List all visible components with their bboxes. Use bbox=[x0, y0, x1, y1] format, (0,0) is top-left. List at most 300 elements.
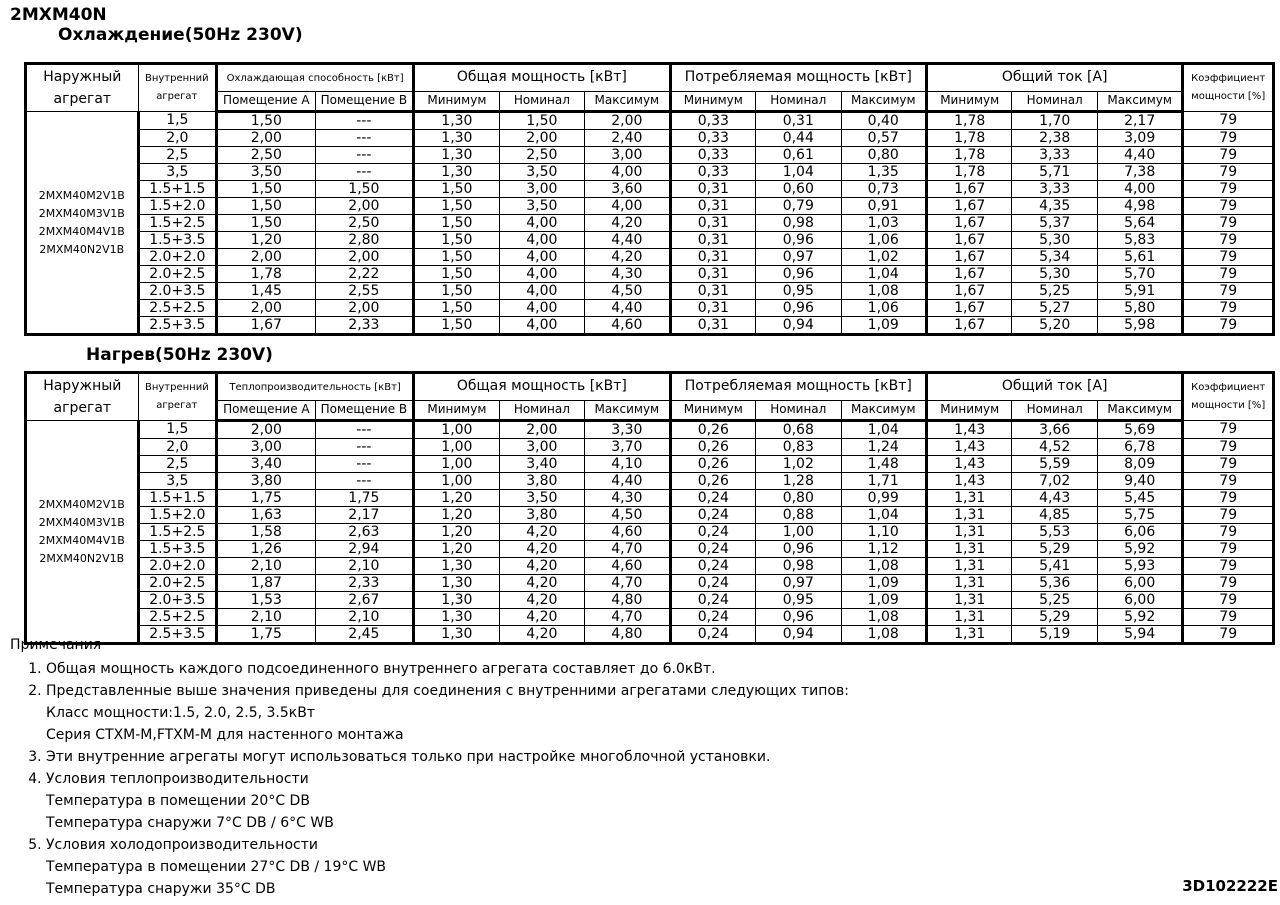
total-current-min-cell: 1,67 bbox=[926, 300, 1011, 317]
cooling-title: Охлаждение(50Hz 230V) bbox=[58, 25, 303, 45]
max-header: Максимум bbox=[841, 92, 926, 112]
room-b-capacity-cell: 2,10 bbox=[315, 609, 414, 626]
power-factor-cell: 79 bbox=[1183, 317, 1274, 335]
indoor-unit-cell: 2.0+3.5 bbox=[138, 283, 216, 300]
total-power-min-cell: 1,30 bbox=[414, 164, 499, 181]
note-text: Общая мощность каждого подсоединенного внутреннего агрегата составляет до 6.0кВт. bbox=[46, 661, 716, 677]
total-current-nom-cell: 5,37 bbox=[1012, 215, 1097, 232]
power-factor-cell: 79 bbox=[1183, 609, 1274, 626]
total-current-min-cell: 1,78 bbox=[926, 147, 1011, 164]
notes-list bbox=[10, 658, 849, 900]
total-power-min-cell: 1,20 bbox=[414, 541, 499, 558]
total-power-min-cell: 1,00 bbox=[414, 421, 499, 439]
total-current-max-cell: 2,17 bbox=[1097, 112, 1182, 130]
consumed-power-max-cell: 1,04 bbox=[841, 507, 926, 524]
total-power-max-cell: 2,00 bbox=[585, 112, 670, 130]
total-current-min-cell: 1,78 bbox=[926, 112, 1011, 130]
room-a-capacity-cell: 1,75 bbox=[217, 626, 316, 644]
total-power-max-cell: 4,00 bbox=[585, 164, 670, 181]
table-row bbox=[26, 232, 1274, 249]
room-a-capacity-cell: 2,00 bbox=[217, 421, 316, 439]
note-text: Представленные выше значения приведены для соединения с внутренними агрегатами следующих типов: bbox=[46, 683, 849, 699]
consumed-power-nom-cell: 1,00 bbox=[756, 524, 841, 541]
consumed-power-min-cell: 0,31 bbox=[670, 300, 755, 317]
total-power-nom-cell: 3,80 bbox=[499, 507, 584, 524]
table-row bbox=[26, 558, 1274, 575]
indoor-unit-cell: 2.0+2.0 bbox=[138, 249, 216, 266]
consumed-power-min-cell: 0,24 bbox=[670, 575, 755, 592]
room-b-capacity-cell: --- bbox=[315, 421, 414, 439]
total-current-max-cell: 6,78 bbox=[1097, 439, 1182, 456]
room-a-capacity-cell: 2,00 bbox=[217, 249, 316, 266]
consumed-power-max-cell: 1,03 bbox=[841, 215, 926, 232]
consumed-power-max-cell: 1,08 bbox=[841, 283, 926, 300]
note-item bbox=[46, 834, 849, 900]
table-row bbox=[26, 421, 1274, 439]
total-power-min-cell: 1,00 bbox=[414, 456, 499, 473]
power-factor-cell: 79 bbox=[1183, 215, 1274, 232]
total-power-nom-cell: 3,80 bbox=[499, 473, 584, 490]
room-a-capacity-cell: 3,00 bbox=[217, 439, 316, 456]
total-current-nom-cell: 3,33 bbox=[1012, 181, 1097, 198]
consumed-power-nom-cell: 0,95 bbox=[756, 283, 841, 300]
table-row bbox=[26, 592, 1274, 609]
indoor-unit-cell: 2.5+2.5 bbox=[138, 609, 216, 626]
table-row bbox=[26, 249, 1274, 266]
power-factor-cell: 79 bbox=[1183, 112, 1274, 130]
consumed-power-nom-cell: 0,83 bbox=[756, 439, 841, 456]
total-current-nom-cell: 5,53 bbox=[1012, 524, 1097, 541]
total-current-min-cell: 1,31 bbox=[926, 609, 1011, 626]
total-power-max-cell: 4,40 bbox=[585, 300, 670, 317]
total-power-min-cell: 1,30 bbox=[414, 575, 499, 592]
table-row bbox=[26, 198, 1274, 215]
total-current-nom-cell: 4,52 bbox=[1012, 439, 1097, 456]
table-row bbox=[26, 130, 1274, 147]
consumed-power-min-cell: 0,24 bbox=[670, 541, 755, 558]
total-power-nom-cell: 4,20 bbox=[499, 524, 584, 541]
total-current-max-cell: 5,70 bbox=[1097, 266, 1182, 283]
total-current-nom-cell: 4,35 bbox=[1012, 198, 1097, 215]
table-row bbox=[26, 473, 1274, 490]
total-current-max-cell: 5,93 bbox=[1097, 558, 1182, 575]
total-current-min-cell: 1,67 bbox=[926, 283, 1011, 300]
total-power-max-cell: 4,60 bbox=[585, 317, 670, 335]
total-power-nom-cell: 1,50 bbox=[499, 112, 584, 130]
consumed-power-max-cell: 0,40 bbox=[841, 112, 926, 130]
total-power-max-cell: 4,70 bbox=[585, 575, 670, 592]
room-a-capacity-cell: 1,50 bbox=[217, 112, 316, 130]
indoor-unit-cell: 2,5 bbox=[138, 456, 216, 473]
consumed-power-max-cell: 1,08 bbox=[841, 626, 926, 644]
consumed-power-nom-cell: 1,04 bbox=[756, 164, 841, 181]
room-a-capacity-cell: 1,58 bbox=[217, 524, 316, 541]
room-b-capacity-cell: 2,22 bbox=[315, 266, 414, 283]
total-power-nom-cell: 4,20 bbox=[499, 575, 584, 592]
total-current-nom-cell: 5,71 bbox=[1012, 164, 1097, 181]
power-factor-cell: 79 bbox=[1183, 456, 1274, 473]
total-power-max-cell: 4,20 bbox=[585, 215, 670, 232]
consumed-power-max-cell: 1,10 bbox=[841, 524, 926, 541]
total-power-min-cell: 1,50 bbox=[414, 300, 499, 317]
total-current-nom-cell: 5,30 bbox=[1012, 232, 1097, 249]
indoor-unit-cell: 2.5+2.5 bbox=[138, 300, 216, 317]
consumed-power-nom-cell: 0,94 bbox=[756, 317, 841, 335]
consumed-power-nom-cell: 0,96 bbox=[756, 266, 841, 283]
room-a-capacity-cell: 1,67 bbox=[217, 317, 316, 335]
nom-header: Номинал bbox=[1012, 401, 1097, 421]
consumed-power-min-cell: 0,33 bbox=[670, 112, 755, 130]
total-power-nom-cell: 4,00 bbox=[499, 232, 584, 249]
consumed-power-max-cell: 1,35 bbox=[841, 164, 926, 181]
total-power-nom-cell: 2,00 bbox=[499, 130, 584, 147]
total-power-min-cell: 1,30 bbox=[414, 558, 499, 575]
table-row bbox=[26, 300, 1274, 317]
total-current-nom-cell: 5,29 bbox=[1012, 541, 1097, 558]
total-current-min-cell: 1,31 bbox=[926, 592, 1011, 609]
consumed-power-max-cell: 1,08 bbox=[841, 558, 926, 575]
power-factor-cell: 79 bbox=[1183, 575, 1274, 592]
outdoor-models: 2MXM40M2V1B 2MXM40M3V1B 2MXM40M4V1B 2MXM40N2V1B bbox=[26, 112, 139, 335]
consumed-power-max-cell: 1,09 bbox=[841, 592, 926, 609]
room-b-capacity-cell: 2,00 bbox=[315, 249, 414, 266]
room-b-capacity-cell: 2,50 bbox=[315, 215, 414, 232]
consumed-power-nom-cell: 0,98 bbox=[756, 558, 841, 575]
min-header: Минимум bbox=[926, 92, 1011, 112]
table-row bbox=[26, 439, 1274, 456]
room-a-capacity-cell: 1,53 bbox=[217, 592, 316, 609]
note-subtext: Температура в помещении 27°C DB / 19°C WB bbox=[46, 859, 387, 875]
total-power-nom-cell: 4,00 bbox=[499, 300, 584, 317]
total-current-nom-cell: 5,25 bbox=[1012, 283, 1097, 300]
consumed-power-nom-cell: 0,31 bbox=[756, 112, 841, 130]
consumed-power-min-cell: 0,31 bbox=[670, 317, 755, 335]
consumed-power-max-cell: 0,99 bbox=[841, 490, 926, 507]
power-factor-cell: 79 bbox=[1183, 558, 1274, 575]
room-a-capacity-cell: 1,50 bbox=[217, 215, 316, 232]
room-b-capacity-cell: 2,80 bbox=[315, 232, 414, 249]
room-b-capacity-cell: 2,00 bbox=[315, 300, 414, 317]
total-current-max-cell: 9,40 bbox=[1097, 473, 1182, 490]
room-a-header: Помещение A bbox=[217, 92, 316, 112]
room-b-capacity-cell: 2,10 bbox=[315, 558, 414, 575]
total-current-min-cell: 1,31 bbox=[926, 490, 1011, 507]
power-factor-cell: 79 bbox=[1183, 147, 1274, 164]
room-b-capacity-cell: --- bbox=[315, 439, 414, 456]
table-row bbox=[26, 147, 1274, 164]
note-text: Эти внутренние агрегаты могут использоваться только при настройке многоблочной установки. bbox=[46, 749, 771, 765]
consumed-power-max-cell: 0,80 bbox=[841, 147, 926, 164]
capacity-header: Теплопроизводительность [кВт] bbox=[217, 373, 414, 401]
total-power-nom-cell: 4,00 bbox=[499, 283, 584, 300]
table-row bbox=[26, 575, 1274, 592]
consumed-power-nom-cell: 0,44 bbox=[756, 130, 841, 147]
note-item bbox=[46, 768, 849, 834]
total-current-min-cell: 1,67 bbox=[926, 215, 1011, 232]
consumed-power-min-cell: 0,24 bbox=[670, 507, 755, 524]
note-subtext: Температура снаружи 35°C DB bbox=[46, 881, 276, 897]
consumed-power-nom-cell: 0,96 bbox=[756, 609, 841, 626]
table-row bbox=[26, 609, 1274, 626]
consumed-power-min-cell: 0,33 bbox=[670, 147, 755, 164]
total-power-max-cell: 4,10 bbox=[585, 456, 670, 473]
power-factor-cell: 79 bbox=[1183, 130, 1274, 147]
room-b-capacity-cell: 2,45 bbox=[315, 626, 414, 644]
total-power-nom-cell: 4,20 bbox=[499, 592, 584, 609]
consumed-power-nom-cell: 0,79 bbox=[756, 198, 841, 215]
room-b-capacity-cell: 1,75 bbox=[315, 490, 414, 507]
total-power-nom-cell: 4,20 bbox=[499, 609, 584, 626]
consumed-power-min-cell: 0,24 bbox=[670, 609, 755, 626]
total-power-nom-cell: 2,50 bbox=[499, 147, 584, 164]
consumed-power-min-cell: 0,31 bbox=[670, 198, 755, 215]
total-current-max-cell: 5,80 bbox=[1097, 300, 1182, 317]
total-power-min-cell: 1,20 bbox=[414, 490, 499, 507]
consumed-power-nom-cell: 1,28 bbox=[756, 473, 841, 490]
room-b-capacity-cell: 2,63 bbox=[315, 524, 414, 541]
consumed-power-min-cell: 0,31 bbox=[670, 215, 755, 232]
total-power-nom-cell: 2,00 bbox=[499, 421, 584, 439]
total-current-max-cell: 5,69 bbox=[1097, 421, 1182, 439]
total-current-max-cell: 5,75 bbox=[1097, 507, 1182, 524]
room-a-capacity-cell: 2,50 bbox=[217, 147, 316, 164]
total-current-nom-cell: 2,38 bbox=[1012, 130, 1097, 147]
total-current-max-cell: 3,09 bbox=[1097, 130, 1182, 147]
indoor-unit-cell: 1.5+1.5 bbox=[138, 490, 216, 507]
total-power-max-cell: 3,00 bbox=[585, 147, 670, 164]
total-current-min-cell: 1,43 bbox=[926, 473, 1011, 490]
consumed-power-max-cell: 1,08 bbox=[841, 609, 926, 626]
consumed-power-max-cell: 1,09 bbox=[841, 575, 926, 592]
total-power-min-cell: 1,30 bbox=[414, 130, 499, 147]
total-power-min-cell: 1,50 bbox=[414, 198, 499, 215]
total-current-nom-cell: 5,29 bbox=[1012, 609, 1097, 626]
total-power-min-cell: 1,30 bbox=[414, 626, 499, 644]
cooling-table bbox=[24, 62, 1275, 336]
total-current-min-cell: 1,43 bbox=[926, 421, 1011, 439]
consumed-power-nom-cell: 0,60 bbox=[756, 181, 841, 198]
consumed-power-min-cell: 0,24 bbox=[670, 592, 755, 609]
total-current-max-cell: 5,83 bbox=[1097, 232, 1182, 249]
total-power-max-cell: 4,50 bbox=[585, 283, 670, 300]
consumed-power-max-cell: 0,73 bbox=[841, 181, 926, 198]
total-current-nom-cell: 5,25 bbox=[1012, 592, 1097, 609]
total-power-max-cell: 4,60 bbox=[585, 524, 670, 541]
consumed-power-max-cell: 1,09 bbox=[841, 317, 926, 335]
total-current-nom-cell: 7,02 bbox=[1012, 473, 1097, 490]
total-power-nom-cell: 4,00 bbox=[499, 215, 584, 232]
total-current-nom-cell: 5,41 bbox=[1012, 558, 1097, 575]
note-item bbox=[46, 746, 849, 768]
room-a-capacity-cell: 1,50 bbox=[217, 198, 316, 215]
nom-header: Номинал bbox=[499, 92, 584, 112]
total-current-header: Общий ток [A] bbox=[926, 64, 1182, 92]
total-power-max-cell: 4,70 bbox=[585, 541, 670, 558]
table-row bbox=[26, 266, 1274, 283]
indoor-unit-cell: 2,0 bbox=[138, 130, 216, 147]
power-factor-cell: 79 bbox=[1183, 421, 1274, 439]
total-power-min-cell: 1,50 bbox=[414, 249, 499, 266]
power-factor-cell: 79 bbox=[1183, 283, 1274, 300]
note-subtext: Класс мощности:1.5, 2.0, 2.5, 3.5кВт bbox=[46, 705, 315, 721]
total-power-min-cell: 1,50 bbox=[414, 181, 499, 198]
consumed-power-min-cell: 0,33 bbox=[670, 130, 755, 147]
total-current-max-cell: 5,64 bbox=[1097, 215, 1182, 232]
indoor-unit-cell: 2.0+2.5 bbox=[138, 575, 216, 592]
indoor-unit-cell: 2.0+2.5 bbox=[138, 266, 216, 283]
room-b-capacity-cell: 2,94 bbox=[315, 541, 414, 558]
min-header: Минимум bbox=[670, 401, 755, 421]
consumed-power-nom-cell: 0,98 bbox=[756, 215, 841, 232]
total-current-max-cell: 5,92 bbox=[1097, 609, 1182, 626]
power-factor-cell: 79 bbox=[1183, 626, 1274, 644]
total-power-nom-cell: 3,50 bbox=[499, 164, 584, 181]
total-power-min-cell: 1,30 bbox=[414, 592, 499, 609]
room-b-capacity-cell: --- bbox=[315, 147, 414, 164]
total-current-max-cell: 6,06 bbox=[1097, 524, 1182, 541]
indoor-unit-cell: 2.5+3.5 bbox=[138, 626, 216, 644]
power-factor-cell: 79 bbox=[1183, 507, 1274, 524]
power-factor-cell: 79 bbox=[1183, 541, 1274, 558]
heating-title: Нагрев(50Hz 230V) bbox=[86, 345, 273, 365]
indoor-unit-cell: 1.5+3.5 bbox=[138, 541, 216, 558]
total-power-max-cell: 4,40 bbox=[585, 473, 670, 490]
indoor-unit-header: Внутренний агрегат bbox=[138, 373, 216, 421]
total-power-nom-cell: 4,20 bbox=[499, 541, 584, 558]
total-power-nom-cell: 3,00 bbox=[499, 181, 584, 198]
total-current-nom-cell: 5,34 bbox=[1012, 249, 1097, 266]
consumed-power-nom-cell: 0,97 bbox=[756, 249, 841, 266]
total-power-nom-cell: 3,50 bbox=[499, 198, 584, 215]
consumed-power-min-cell: 0,31 bbox=[670, 283, 755, 300]
room-a-capacity-cell: 3,80 bbox=[217, 473, 316, 490]
power-factor-cell: 79 bbox=[1183, 439, 1274, 456]
total-power-min-cell: 1,50 bbox=[414, 232, 499, 249]
room-b-capacity-cell: --- bbox=[315, 130, 414, 147]
total-current-max-cell: 5,61 bbox=[1097, 249, 1182, 266]
indoor-unit-cell: 2.0+2.0 bbox=[138, 558, 216, 575]
total-power-min-cell: 1,20 bbox=[414, 507, 499, 524]
note-text: Условия холодопроизводительности bbox=[46, 837, 318, 853]
total-current-min-cell: 1,67 bbox=[926, 249, 1011, 266]
total-current-min-cell: 1,67 bbox=[926, 266, 1011, 283]
power-factor-header: Коэффициент мощности [%] bbox=[1183, 64, 1274, 112]
total-power-min-cell: 1,00 bbox=[414, 473, 499, 490]
nom-header: Номинал bbox=[756, 401, 841, 421]
outdoor-models: 2MXM40M2V1B 2MXM40M3V1B 2MXM40M4V1B 2MXM40N2V1B bbox=[26, 421, 139, 644]
room-b-capacity-cell: 2,55 bbox=[315, 283, 414, 300]
total-current-nom-cell: 4,43 bbox=[1012, 490, 1097, 507]
power-factor-cell: 79 bbox=[1183, 490, 1274, 507]
total-current-min-cell: 1,67 bbox=[926, 232, 1011, 249]
consumed-power-max-cell: 1,71 bbox=[841, 473, 926, 490]
total-power-nom-cell: 4,00 bbox=[499, 249, 584, 266]
note-subtext: Температура в помещении 20°C DB bbox=[46, 793, 310, 809]
room-b-capacity-cell: --- bbox=[315, 456, 414, 473]
nom-header: Номинал bbox=[1012, 92, 1097, 112]
capacity-header: Охлаждающая способность [кВт] bbox=[217, 64, 414, 92]
total-power-min-cell: 1,50 bbox=[414, 266, 499, 283]
total-current-min-cell: 1,31 bbox=[926, 626, 1011, 644]
room-a-capacity-cell: 1,50 bbox=[217, 181, 316, 198]
consumed-power-min-cell: 0,31 bbox=[670, 249, 755, 266]
room-b-capacity-cell: 1,50 bbox=[315, 181, 414, 198]
consumed-power-header: Потребляемая мощность [кВт] bbox=[670, 64, 926, 92]
total-current-min-cell: 1,31 bbox=[926, 575, 1011, 592]
consumed-power-header: Потребляемая мощность [кВт] bbox=[670, 373, 926, 401]
total-power-nom-cell: 4,20 bbox=[499, 558, 584, 575]
total-power-nom-cell: 3,00 bbox=[499, 439, 584, 456]
total-current-min-cell: 1,43 bbox=[926, 456, 1011, 473]
table-row bbox=[26, 490, 1274, 507]
table-row bbox=[26, 524, 1274, 541]
room-a-capacity-cell: 1,75 bbox=[217, 490, 316, 507]
room-b-capacity-cell: 2,33 bbox=[315, 575, 414, 592]
total-power-nom-cell: 4,00 bbox=[499, 266, 584, 283]
notes bbox=[10, 637, 849, 900]
total-current-max-cell: 5,92 bbox=[1097, 541, 1182, 558]
room-b-capacity-cell: 2,17 bbox=[315, 507, 414, 524]
total-power-min-cell: 1,30 bbox=[414, 112, 499, 130]
table-row bbox=[26, 507, 1274, 524]
consumed-power-max-cell: 1,06 bbox=[841, 300, 926, 317]
indoor-unit-cell: 1.5+1.5 bbox=[138, 181, 216, 198]
consumed-power-max-cell: 1,12 bbox=[841, 541, 926, 558]
consumed-power-nom-cell: 0,95 bbox=[756, 592, 841, 609]
power-factor-cell: 79 bbox=[1183, 249, 1274, 266]
consumed-power-max-cell: 0,57 bbox=[841, 130, 926, 147]
total-current-nom-cell: 5,20 bbox=[1012, 317, 1097, 335]
room-b-capacity-cell: 2,67 bbox=[315, 592, 414, 609]
total-current-max-cell: 5,91 bbox=[1097, 283, 1182, 300]
consumed-power-max-cell: 1,04 bbox=[841, 266, 926, 283]
total-current-nom-cell: 3,66 bbox=[1012, 421, 1097, 439]
table-row bbox=[26, 215, 1274, 232]
consumed-power-nom-cell: 0,96 bbox=[756, 541, 841, 558]
total-power-min-cell: 1,20 bbox=[414, 524, 499, 541]
max-header: Максимум bbox=[1097, 401, 1182, 421]
consumed-power-nom-cell: 0,88 bbox=[756, 507, 841, 524]
total-power-max-cell: 4,50 bbox=[585, 507, 670, 524]
total-current-max-cell: 4,00 bbox=[1097, 181, 1182, 198]
total-current-max-cell: 5,45 bbox=[1097, 490, 1182, 507]
total-current-nom-cell: 5,59 bbox=[1012, 456, 1097, 473]
room-a-capacity-cell: 1,78 bbox=[217, 266, 316, 283]
total-current-nom-cell: 5,36 bbox=[1012, 575, 1097, 592]
table-row bbox=[26, 164, 1274, 181]
room-a-capacity-cell: 2,00 bbox=[217, 300, 316, 317]
indoor-unit-cell: 1.5+2.0 bbox=[138, 507, 216, 524]
total-current-nom-cell: 3,33 bbox=[1012, 147, 1097, 164]
total-power-nom-cell: 4,20 bbox=[499, 626, 584, 644]
table-row bbox=[26, 112, 1274, 130]
total-power-nom-cell: 3,50 bbox=[499, 490, 584, 507]
power-factor-cell: 79 bbox=[1183, 524, 1274, 541]
total-power-max-cell: 3,30 bbox=[585, 421, 670, 439]
max-header: Максимум bbox=[1097, 92, 1182, 112]
total-power-max-cell: 2,40 bbox=[585, 130, 670, 147]
table-row bbox=[26, 181, 1274, 198]
power-factor-cell: 79 bbox=[1183, 473, 1274, 490]
note-item bbox=[46, 680, 849, 746]
outdoor-unit-header: Наружный агрегат bbox=[26, 373, 139, 421]
room-b-capacity-cell: 2,33 bbox=[315, 317, 414, 335]
power-factor-cell: 79 bbox=[1183, 232, 1274, 249]
total-current-min-cell: 1,31 bbox=[926, 558, 1011, 575]
room-b-capacity-cell: 2,00 bbox=[315, 198, 414, 215]
indoor-unit-cell: 1,5 bbox=[138, 421, 216, 439]
total-current-nom-cell: 5,27 bbox=[1012, 300, 1097, 317]
